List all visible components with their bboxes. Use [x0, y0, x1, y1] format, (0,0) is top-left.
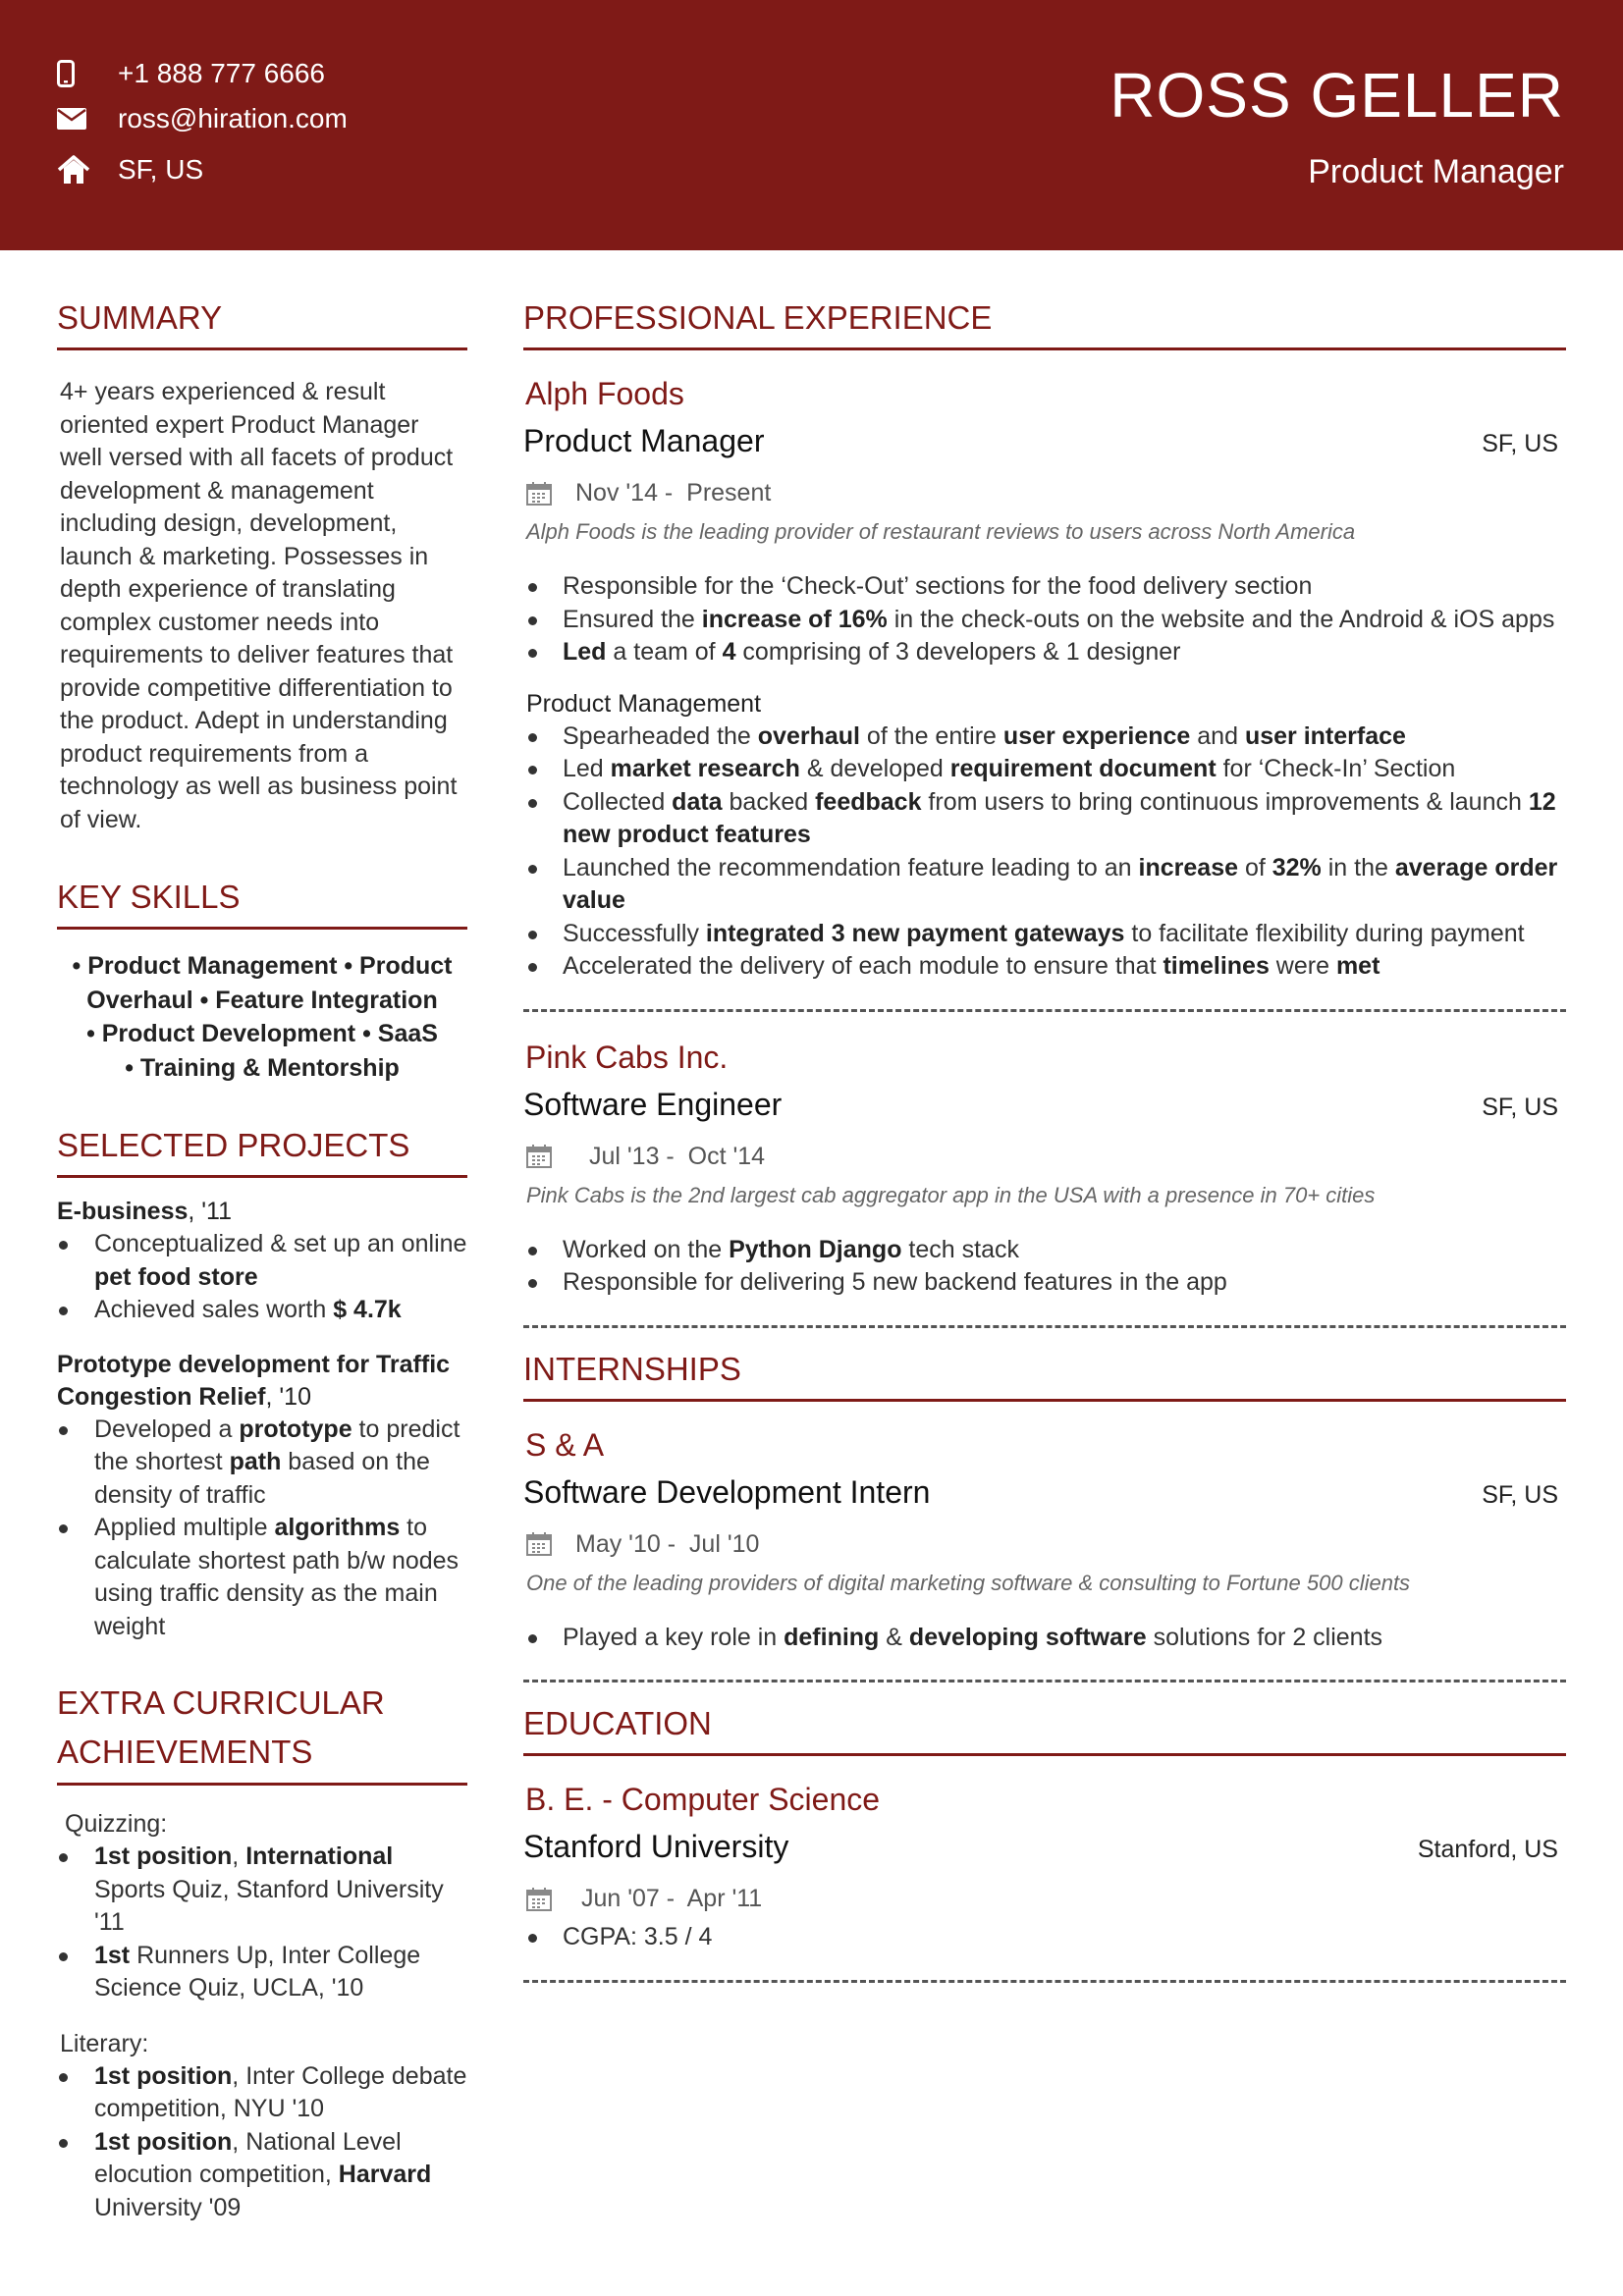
company-description: One of the leading providers of digital marketing software & consulting to Fortune 500 clients — [526, 1570, 1411, 1595]
company-name: Pink Cabs Inc. — [525, 1039, 729, 1075]
location-text: SF, US — [118, 154, 204, 185]
job-entry — [523, 1036, 1566, 1328]
extra-group-quizzing — [57, 1807, 467, 2005]
section-divider — [523, 1325, 1566, 1328]
phone-icon — [57, 56, 102, 91]
list-item: Led a team of 4 comprising of 3 developers & 1 designer — [523, 636, 1566, 669]
list-item: Played a key role in defining & developing software solutions for 2 clients — [523, 1622, 1566, 1655]
calendar-icon — [526, 1145, 552, 1168]
skills-line: Overhaul • Feature Integration — [86, 986, 438, 1014]
project-item — [57, 1196, 467, 1327]
role-row — [523, 1474, 1566, 1511]
job-location: SF, US — [1482, 1480, 1558, 1509]
job-bullets — [523, 570, 1566, 669]
internships-heading: INTERNSHIPS — [523, 1346, 1566, 1402]
skills-line: • Product Development • SaaS — [86, 1020, 438, 1047]
education-dates: Jun '07 - Apr '11 — [581, 1885, 763, 1912]
list-item: Conceptualized & set up an online pet food store — [57, 1228, 467, 1294]
list-item: Collected data backed feedback from users to bring continuous improvements & launch 12 new product features — [523, 786, 1566, 852]
list-item: 1st position, International Sports Quiz, Stanford University '11 — [57, 1841, 467, 1940]
extra-group-label: Quizzing: — [65, 1810, 168, 1838]
list-item: 1st Runners Up, Inter College Science Quiz, UCLA, '10 — [57, 1940, 467, 2005]
calendar-icon — [526, 482, 552, 506]
skills-line: • Product Management • Product — [72, 952, 453, 980]
role-row — [523, 1087, 1566, 1123]
company-name: Alph Foods — [525, 376, 684, 411]
contact-location — [57, 147, 348, 192]
list-item: Successfully integrated 3 new payment gateways to facilitate flexibility during payment — [523, 918, 1566, 951]
job-location: SF, US — [1482, 430, 1558, 457]
list-item: Accelerated the delivery of each module to ensure that timelines were met — [523, 950, 1566, 984]
job-dates: May '10 - Jul '10 — [575, 1529, 760, 1558]
mail-icon — [57, 101, 102, 136]
list-item: Achieved sales worth $ 4.7k — [57, 1294, 467, 1327]
sub-heading: Product Management — [526, 689, 762, 718]
internship-entry — [523, 1423, 1566, 1683]
summary-heading: SUMMARY — [57, 294, 467, 350]
section-divider — [523, 1980, 1566, 1983]
list-item: CGPA: 3.5 / 4 — [523, 1921, 1566, 1954]
project-name: E-business — [57, 1198, 189, 1225]
section-divider — [523, 1680, 1566, 1682]
contact-info — [57, 51, 348, 192]
candidate-title: Product Manager — [1308, 153, 1564, 190]
job-role: Product Manager — [523, 423, 765, 458]
project-item — [57, 1349, 467, 1644]
project-year: , '10 — [265, 1382, 311, 1411]
list-item: Responsible for delivering 5 new backend features in the app — [523, 1266, 1566, 1300]
job-entry — [523, 372, 1566, 1012]
education-bullets — [523, 1921, 1566, 1954]
calendar-icon — [526, 1532, 552, 1556]
school-name: Stanford University — [523, 1829, 789, 1864]
experience-heading: PROFESSIONAL EXPERIENCE — [523, 294, 1566, 350]
list-item: Led market research & developed requirement document for ‘Check-In’ Section — [523, 753, 1566, 786]
candidate-name: ROSS GELLER — [1109, 60, 1564, 131]
project-year: , '11 — [188, 1198, 232, 1225]
job-role: Software Development Intern — [523, 1473, 931, 1510]
projects-heading: SELECTED PROJECTS — [57, 1122, 467, 1178]
extra-heading: EXTRA CURRICULAR ACHIEVEMENTS — [57, 1679, 467, 1786]
project-bullets — [57, 1228, 467, 1327]
list-item: Applied multiple algorithms to calculate shortest path b/w nodes using traffic density as the main weight — [57, 1512, 467, 1643]
list-item: 1st position, Inter College debate competition, NYU '10 — [57, 2060, 467, 2126]
list-item: Ensured the increase of 16% in the check-outs on the website and the Android & iOS apps — [523, 604, 1566, 637]
date-row — [523, 479, 1566, 507]
contact-phone — [57, 51, 348, 96]
summary-text: 4+ years experienced & result oriented expert Product Manager well versed with all facets of product development & management including design, development, launch & marketing. Possesses in depth experience of translating complex customer needs into requirements to deliver features that provide competitive differentiation to the product. Adept in understanding product requirements from a technology as well as business point of view. — [60, 378, 458, 833]
job-location: SF, US — [1482, 1093, 1558, 1121]
list-item: Worked on the Python Django tech stack — [523, 1234, 1566, 1267]
date-row — [523, 1143, 1566, 1171]
education-heading: EDUCATION — [523, 1700, 1566, 1756]
right-column — [523, 294, 1566, 1983]
skills-list — [57, 949, 467, 1085]
date-row — [523, 1885, 1566, 1913]
project-title — [57, 1349, 467, 1414]
extra-group-literary — [57, 2027, 467, 2225]
extra-bullets — [57, 1841, 467, 2005]
skills-line: • Training & Mentorship — [125, 1053, 400, 1082]
job-dates: Nov '14 - Present — [575, 479, 772, 507]
job-sub-bullets — [523, 721, 1566, 984]
section-divider — [523, 1009, 1566, 1012]
degree-name: B. E. - Computer Science — [525, 1782, 881, 1817]
resume-header — [0, 0, 1623, 250]
list-item: Launched the recommendation feature leading to an increase of 32% in the average order value — [523, 852, 1566, 918]
job-role: Software Engineer — [523, 1086, 783, 1122]
job-dates: Jul '13 - Oct '14 — [589, 1142, 766, 1170]
job-bullets — [523, 1234, 1566, 1300]
project-name: Prototype development for Traffic Congestion Relief — [57, 1350, 451, 1411]
company-description: Pink Cabs is the 2nd largest cab aggregator app in the USA with a presence in 70+ cities — [526, 1182, 1376, 1207]
list-item: Responsible for the ‘Check-Out’ sections for the food delivery section — [523, 570, 1566, 604]
company-name: S & A — [525, 1426, 605, 1463]
list-item: 1st position, National Level elocution competition, Harvard University '09 — [57, 2126, 467, 2225]
role-row — [523, 423, 1566, 459]
phone-text: +1 888 777 6666 — [118, 58, 325, 88]
extra-group-label: Literary: — [60, 2029, 149, 2057]
project-title — [57, 1196, 467, 1228]
skills-heading: KEY SKILLS — [57, 874, 467, 930]
left-column — [57, 294, 467, 2224]
email-text: ross@hiration.com — [118, 103, 348, 133]
company-description: Alph Foods is the leading provider of restaurant reviews to users across North America — [526, 519, 1356, 544]
job-bullets — [523, 1622, 1566, 1655]
date-row — [523, 1530, 1566, 1559]
project-bullets — [57, 1414, 467, 1644]
contact-email — [57, 96, 348, 141]
extra-bullets — [57, 2060, 467, 2225]
home-icon — [57, 152, 102, 187]
list-item: Spearheaded the overhaul of the entire user experience and user interface — [523, 721, 1566, 754]
list-item: Developed a prototype to predict the shortest path based on the density of traffic — [57, 1414, 467, 1513]
school-location: Stanford, US — [1417, 1836, 1558, 1863]
education-entry — [523, 1778, 1566, 1983]
calendar-icon — [526, 1888, 552, 1911]
role-row — [523, 1829, 1566, 1865]
